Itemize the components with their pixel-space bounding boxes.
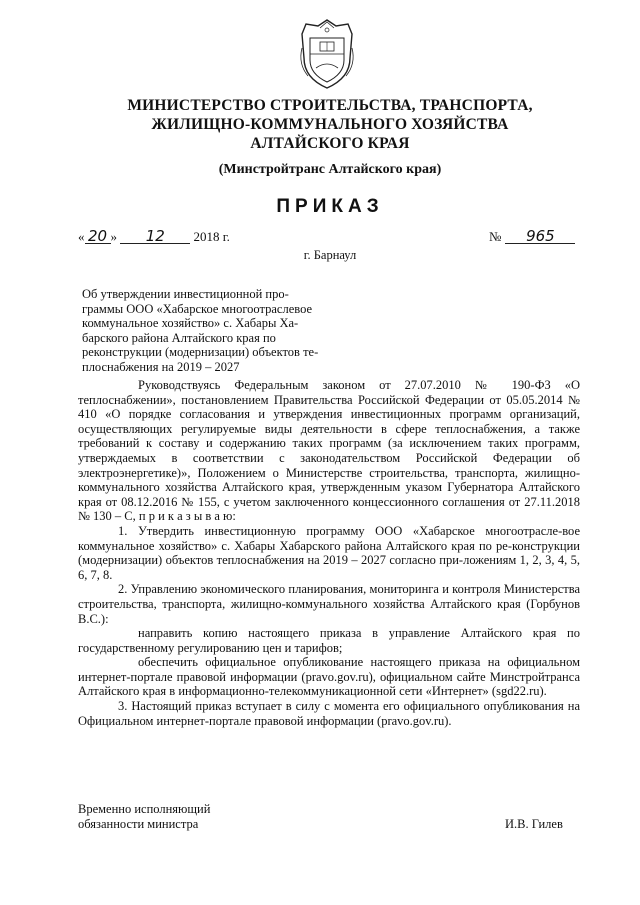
ministry-title-line-2: ЖИЛИЩНО-КОММУНАЛЬНОГО ХОЗЯЙСТВА (151, 116, 509, 133)
position-line-2: обязанности министра (78, 816, 199, 831)
city-name: г. Барнаул (303, 248, 357, 262)
date-quote-close: » (110, 229, 117, 244)
ministry-title-line-1: МИНИСТЕРСТВО СТРОИТЕЛЬСТВА, ТРАНСПОРТА, (127, 97, 533, 114)
order-number (489, 229, 575, 245)
ministry-title-line-3: АЛТАЙСКОГО КРАЯ (250, 135, 410, 152)
order-word: п р и к а з ы в а ю: (138, 509, 236, 524)
coat-of-arms-icon (296, 18, 358, 90)
order-body (78, 378, 580, 728)
date-day: 20 (85, 229, 111, 244)
subject-line: реконструкции (модернизации) объектов те- (82, 345, 319, 359)
number-value: 965 (505, 229, 575, 244)
subject-line: Об утверждении инвестиционной про- (82, 287, 289, 301)
order-date (78, 229, 230, 245)
item-1-paragraph: 1. Утвердить инвестиционную программу ООО «Хабарское многоотрасле-вое коммунальное хозяйство» с. Хабары Хабарского района Алтайского края по ре-конструкции (модернизации) объектов теплоснабжения на 2019 – 2027 согласно при-ложениям 1, 2, 3, 4, 5, 6, 7, 8. (78, 523, 580, 582)
order-subject (82, 287, 320, 374)
subject-line: барского района Алтайского края по (82, 330, 276, 345)
signatory-position (78, 802, 210, 831)
preamble-text: Руководствуясь Федеральным законом от 27.07.2010 № 190-ФЗ «О теплоснабжении», постановлением Правительства Российской Федерации от 05.05.2014 № 410 «О порядке согласования и утверждения инвестиционных программ организаций, осуществляющих регулируемые виды деятельности в сфере теплоснабжения, а также требований к составу и содержанию таких программ (за исключением таких программ, утверждаемых в соответствии с законодательством Российской Федерации об электроэнергетике)», Положением о Министерстве строительства, транспорта, жилищно-коммунального хозяйства Алтайского края, утвержденным указом Губернатора Алтайского края от 08.12.2016 № 155, с учетом заключенного концессионного соглашения от 27.11.2018 № 130 – С, (78, 378, 580, 524)
subject-line: коммунальное хозяйство» с. Хабары Ха- (82, 316, 299, 330)
position-line-1: Временно исполняющий (78, 802, 211, 816)
document-type-title: ПРИКАЗ (276, 196, 384, 217)
subject-line: плоснабжения на 2019 – 2027 (82, 359, 240, 374)
date-year: 2018 г. (193, 229, 230, 244)
signatory-name: И.В. Гилев (505, 817, 563, 831)
item-3-paragraph: 3. Настоящий приказ вступает в силу с момента его официального опубликования на Официальном интернет-портале правовой информации (pravo.gov.ru). (78, 699, 580, 728)
date-month: 12 (120, 229, 190, 244)
item-2-sub-1-paragraph: направить копию настоящего приказа в управление Алтайского края по государственному регулированию цен и тарифов; (78, 626, 580, 655)
subject-line: граммы ООО «Хабарское многоотраслевое (82, 301, 313, 316)
ministry-short-name: (Минстройтранс Алтайского края) (218, 162, 442, 177)
number-label: № (489, 229, 502, 244)
item-2-paragraph: 2. Управлению экономического планирования, мониторинга и контроля Министерства строительства, транспорта, жилищно-коммунального хозяйства Алтайского края (Горбунов В.С.): (78, 582, 580, 626)
preamble-paragraph (78, 378, 580, 524)
date-quote-open: « (78, 229, 85, 244)
item-2-sub-2-paragraph: обеспечить официальное опубликование настоящего приказа на официальном интернет-портале правовой информации (pravo.gov.ru), официальном сайте Минстройтранса Алтайского края в информационно-телекоммуникационной сети «Интернет» (sgd22.ru). (78, 655, 580, 699)
